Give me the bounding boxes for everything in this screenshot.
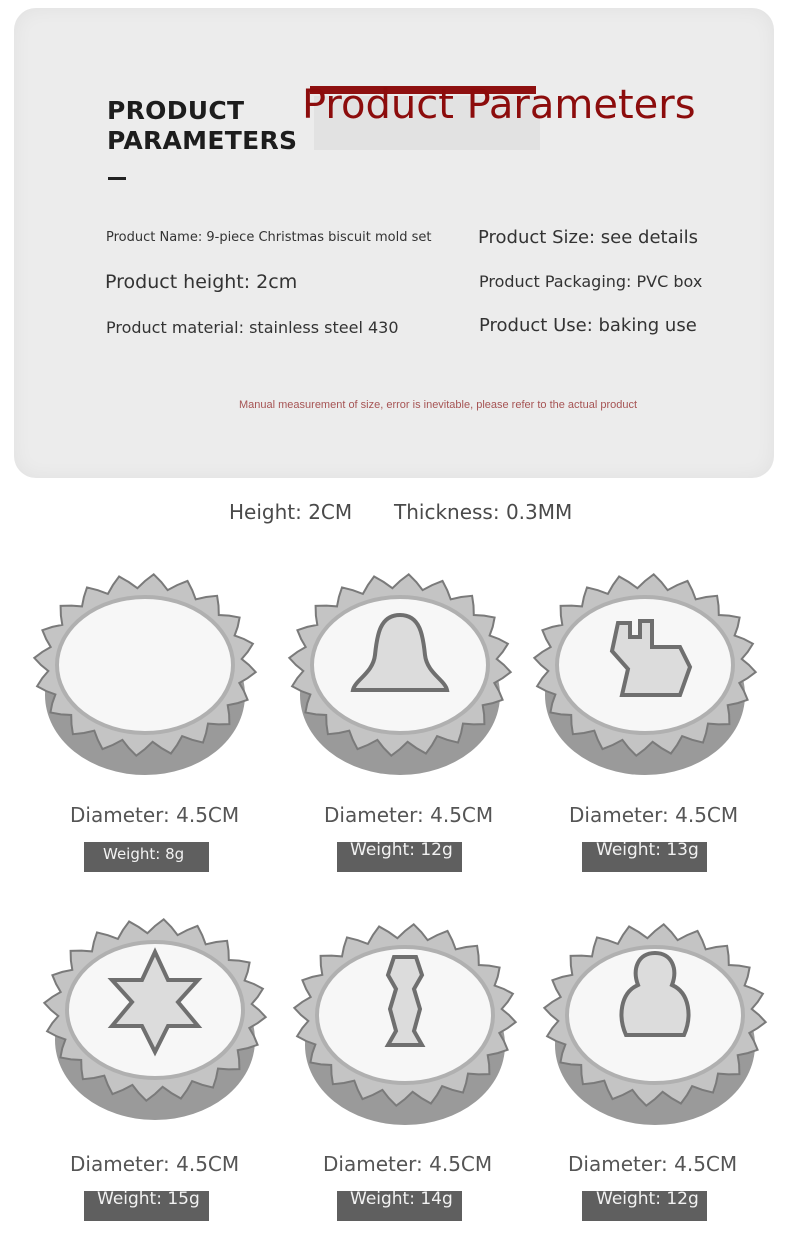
heading-line-2: PARAMETERS bbox=[107, 126, 298, 155]
mold-1-weight: Weight: 8g bbox=[103, 845, 185, 863]
mold-1-diameter: Diameter: 4.5CM bbox=[70, 803, 240, 827]
plain-cutter-icon bbox=[30, 555, 260, 785]
mold-5-diameter: Diameter: 4.5CM bbox=[323, 1152, 493, 1176]
mold-image-angel bbox=[290, 905, 520, 1135]
mold-3-diameter: Diameter: 4.5CM bbox=[569, 803, 739, 827]
mold-image-reindeer bbox=[530, 555, 760, 785]
mold-1-weight-badge bbox=[84, 842, 209, 872]
mold-3-weight-badge bbox=[582, 842, 707, 872]
bell-cutter-icon bbox=[285, 555, 515, 785]
mold-4-diameter: Diameter: 4.5CM bbox=[70, 1152, 240, 1176]
english-heading bbox=[107, 96, 297, 156]
spec-thickness: Thickness: 0.3MM bbox=[394, 500, 573, 524]
param-height: Product height: 2cm bbox=[105, 271, 298, 293]
snowman-cutter-icon bbox=[540, 905, 770, 1135]
mold-image-snowman bbox=[540, 905, 770, 1135]
mold-6-weight-badge bbox=[582, 1191, 707, 1221]
mold-image-plain bbox=[30, 555, 260, 785]
mold-2-diameter: Diameter: 4.5CM bbox=[324, 803, 494, 827]
heading-line-1: PRODUCT bbox=[107, 96, 245, 125]
mold-3-weight: Weight: 13g bbox=[596, 840, 699, 860]
mold-2-weight-badge bbox=[337, 842, 462, 872]
reindeer-cutter-icon bbox=[530, 555, 760, 785]
param-use: Product Use: baking use bbox=[479, 315, 697, 336]
mold-5-weight-badge bbox=[337, 1191, 462, 1221]
heading-dash bbox=[108, 177, 126, 180]
param-name: Product Name: 9-piece Christmas biscuit mold set bbox=[106, 230, 432, 245]
mold-2-weight: Weight: 12g bbox=[350, 840, 453, 860]
mold-4-weight: Weight: 15g bbox=[97, 1189, 200, 1209]
param-packaging: Product Packaging: PVC box bbox=[479, 272, 703, 291]
param-material: Product material: stainless steel 430 bbox=[106, 318, 399, 337]
mold-image-star bbox=[40, 900, 270, 1130]
mold-4-weight-badge bbox=[84, 1191, 209, 1221]
angel-cutter-icon bbox=[290, 905, 520, 1135]
star-cutter-icon bbox=[40, 900, 270, 1130]
mold-6-diameter: Diameter: 4.5CM bbox=[568, 1152, 738, 1176]
measurement-note: Manual measurement of size, error is inevitable, please refer to the actual product bbox=[239, 399, 638, 411]
mold-5-weight: Weight: 14g bbox=[350, 1189, 453, 1209]
spec-height: Height: 2CM bbox=[229, 500, 353, 524]
mold-image-bell bbox=[285, 555, 515, 785]
mold-6-weight: Weight: 12g bbox=[596, 1189, 699, 1209]
page-title: Product Parameters bbox=[302, 82, 696, 128]
param-size: Product Size: see details bbox=[478, 227, 699, 248]
